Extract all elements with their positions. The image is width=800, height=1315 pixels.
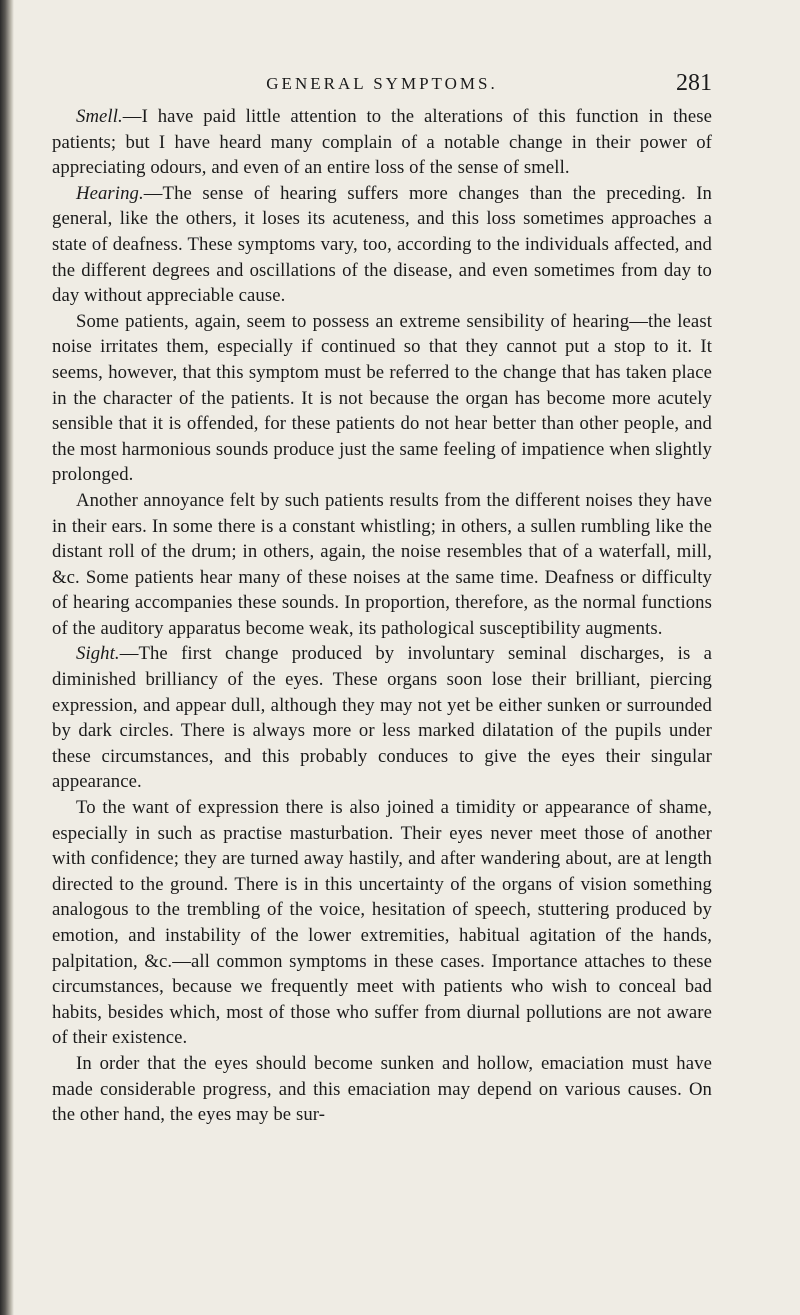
paragraph-hearing <box>52 181 712 309</box>
body-text <box>52 104 712 1128</box>
paragraph-sight-sunken <box>52 1051 712 1128</box>
book-page <box>52 70 712 1128</box>
paragraph-smell <box>52 104 712 181</box>
paragraph-text: —The first change produced by involuntary seminal discharges, is a diminished brilliancy of the eyes. These organs soon lose their brilliant, piercing expression, and appear dull, although they may not yet be either sunken or surrounded by dark circles. There is always more or less marked dilatation of the pupils under these circumstances, and this probably conduces to give the eyes their singular appearance. <box>52 643 712 793</box>
binding-edge <box>0 0 14 1315</box>
paragraph-text: Another annoyance felt by such patients results from the different noises they have in their ears. In some there is a constant whistling; in others, a sullen rumbling like the distant roll of the drum; in others, again, the noise resembles that of a waterfall, mill, &c. Some patients hear many of these noises at the same time. Deafness or difficulty of hearing accompanies these sounds. In proportion, therefore, as the normal functions of the auditory apparatus become weak, its pathological susceptibility augments. <box>52 489 712 639</box>
section-heading-hearing: Hearing. <box>76 182 144 204</box>
paragraph-hearing-sensibility <box>52 309 712 488</box>
paragraph-hearing-noises <box>52 488 712 642</box>
paragraph-text: To the want of expression there is also joined a timidity or appearance of shame, especially in such as practise masturbation. Their eyes never meet those of another with confidence; they are turned away hastily, and after wandering about, are at length directed to the ground. There is in this uncertainty of the organs of vision something analogous to the trembling of the voice, hesitation of speech, stuttering produced by emotion, and instability of the lower extremities, habitual agitation of the hands, palpitation, &c.—all common symptoms in these cases. Importance attaches to these circumstances, because we frequently meet with patients who wish to conceal bad habits, besides which, most of those who suffer from diurnal pollutions are not aware of their existence. <box>52 797 712 1049</box>
paragraph-text: In order that the eyes should become sunken and hollow, emaciation must have made considerable progress, and this emaciation may depend on various causes. On the other hand, the eyes may be sur- <box>52 1052 712 1126</box>
section-heading-sight: Sight. <box>76 643 120 665</box>
paragraph-text: Some patients, again, seem to possess an extreme sensibility of hearing—the least noise irritates them, especially if continued so that they cannot put a stop to it. It seems, however, that this symptom must be referred to the change that has taken place in the character of the patients. It is not because the organ has become more acutely sensible that it is offended, for these patients do not hear better than other people, and the most harmonious sounds produce just the same feeling of impatience when slightly prolonged. <box>52 310 712 486</box>
paragraph-text: —The sense of hearing suffers more changes than the preceding. In general, like the others, it loses its acuteness, and this loss sometimes approaches a state of deafness. These symptoms vary, too, according to the individuals affected, and the different degrees and oscillations of the disease, and even sometimes from day to day without appreciable cause. <box>52 182 712 307</box>
running-head <box>52 70 712 98</box>
page-number: 281 <box>676 70 712 96</box>
section-heading-smell: Smell. <box>76 106 123 127</box>
paragraph-sight-timidity <box>52 795 712 1051</box>
paragraph-text: —I have paid little attention to the alterations of this function in these patients; but I have heard many complain of a notable change in their power of appreciating odours, and even of an entire loss of the sense of smell. <box>52 106 712 179</box>
running-title: GENERAL SYMPTOMS. <box>266 74 498 93</box>
paragraph-sight <box>52 641 712 795</box>
